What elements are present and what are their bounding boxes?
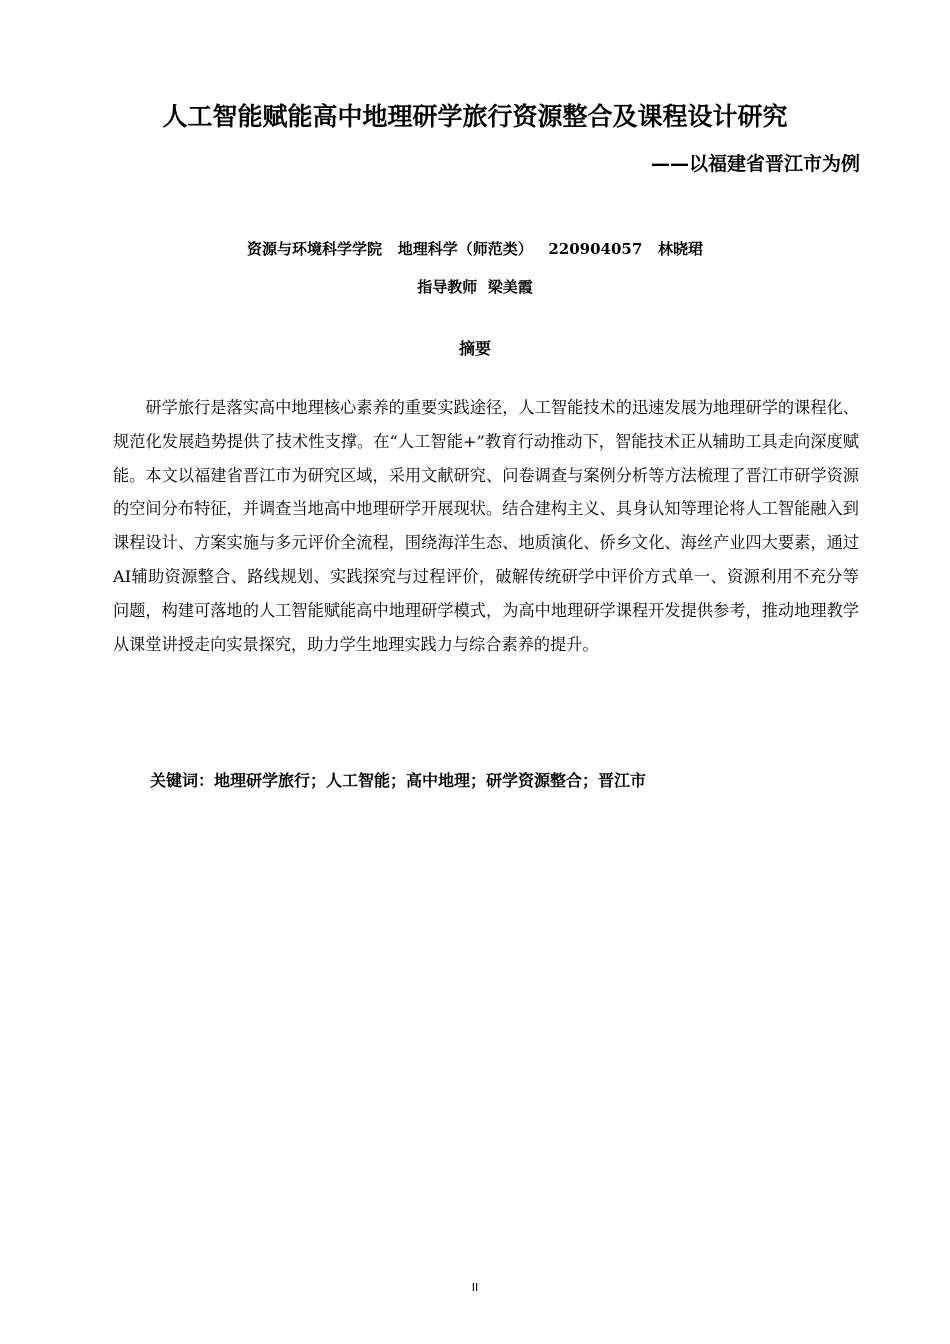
keywords-line [150, 766, 646, 796]
abstract-body: 研学旅行是落实高中地理核心素养的重要实践途径，人工智能技术的迅速发展为地理研学的课程化、规范化发展趋势提供了技术性支撑。在“人工智能+”教育行动推动下，智能技术正从辅助工具走向深度赋能。本文以福建省晋江市为研究区域，采用文献研究、问卷调查与案例分析等方法梳理了晋江市研学资源的空间分布特征，并调查当地高中地理研学开展现状。结合建构主义、具身认知等理论将人工智能融入到课程设计、方案实施与多元评价全流程，围绕海洋生态、地质演化、侨乡文化、海丝产业四大要素，通过AI辅助资源整合、路线规划、实践探究与过程评价，破解传统研学中评价方式单一、资源利用不充分等问题，构建可落地的人工智能赋能高中地理研学模式，为高中地理研学课程开发提供参考，推动地理教学从课堂讲授走向实景探究，助力学生地理实践力与综合素养的提升。 [113, 398, 859, 654]
author-name: 林晓珺 [657, 240, 703, 258]
author-major: 地理科学（师范类） [397, 240, 533, 258]
author-college: 资源与环境科学学院 [247, 240, 383, 258]
advisor-label: 指导教师 [417, 278, 478, 296]
keywords-label: 关键词： [150, 771, 215, 790]
advisor-info [0, 274, 950, 300]
advisor-name: 梁美霞 [487, 278, 533, 296]
keywords-text: 地理研学旅行；人工智能；高中地理；研学资源整合；晋江市 [214, 771, 647, 790]
author-info [0, 236, 950, 262]
page-number: II [471, 1281, 479, 1294]
author-student-id: 220904057 [548, 240, 643, 258]
paper-title: 人工智能赋能高中地理研学旅行资源整合及课程设计研究 [162, 102, 788, 131]
abstract-heading: 摘要 [458, 339, 491, 358]
paper-subtitle: ——以福建省晋江市为例 [650, 153, 860, 175]
